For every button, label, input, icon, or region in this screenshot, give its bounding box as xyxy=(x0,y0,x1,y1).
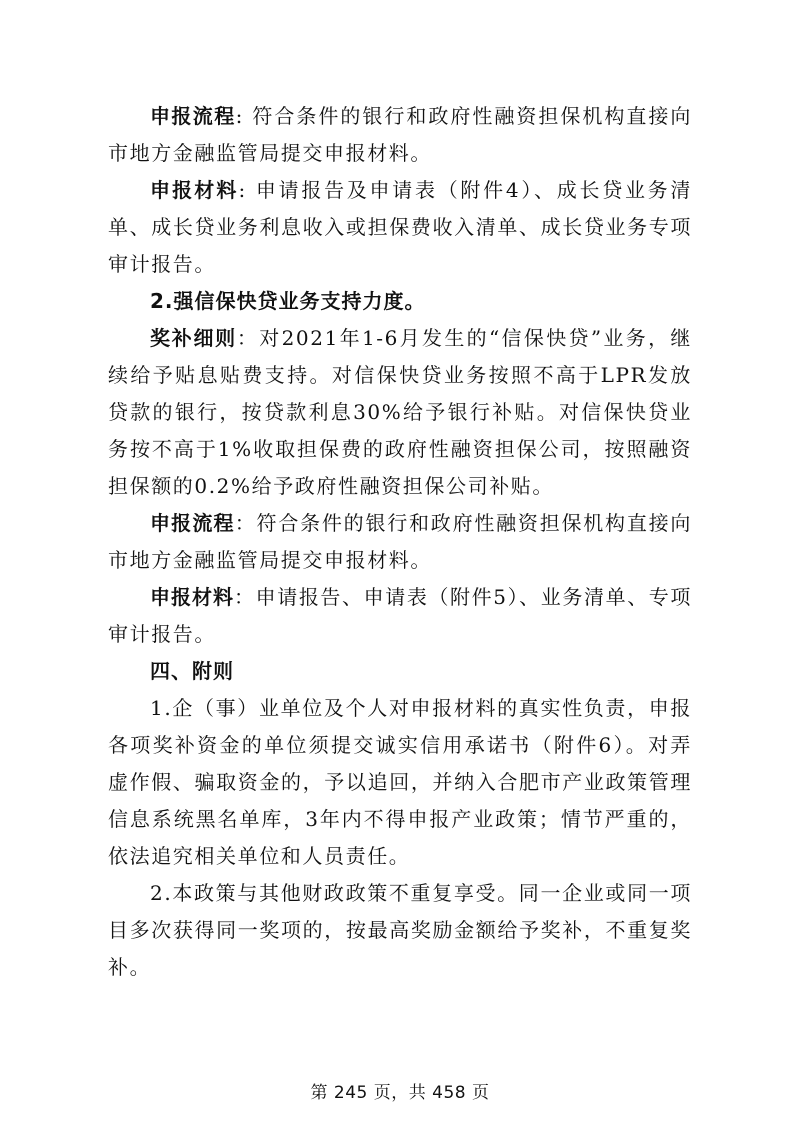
paragraph-text: 1.企（事）业单位及个人对申报材料的真实性负责，申报各项奖补资金的单位须提交诚实信用承诺书（附件6）。对弄虚作假、骗取资金的，予以追回，并纳入合肥市产业政策管理信息系统黑名单库，3年内不得申报产业政策；情节严重的，依法追究相关单位和人员责任。 xyxy=(108,696,692,868)
paragraph-label: 奖补细则 xyxy=(150,326,237,350)
section-heading-xinbao: 2.强信保快贷业务支持力度。 xyxy=(150,289,426,313)
paragraph-text: 对2021年1-6月发生的“信保快贷”业务，继续给予贴息贴费支持。对信保快贷业务按照不高于LPR发放贷款的银行，按贷款利息30%给予银行补贴。对信保快贷业务按不高于1%收取担保费的政府性融资担保公司，按照融资担保额的0.2%给予政府性融资担保公司补贴。 xyxy=(108,326,693,498)
paragraph-declare-materials-2 xyxy=(108,579,692,653)
paragraph-text: 2.本政策与其他财政政策不重复享受。同一企业或同一项目多次获得同一奖项的，按最高奖励金额给予奖补，不重复奖补。 xyxy=(108,881,692,979)
page-body xyxy=(108,98,692,986)
page-number-footer: 第 245 页，共 458 页 xyxy=(310,1083,490,1103)
paragraph-separator: ： xyxy=(234,585,256,609)
section-heading-supplementary: 四、附则 xyxy=(150,659,234,683)
paragraph-rule-2 xyxy=(108,875,692,986)
paragraph-award-rules xyxy=(108,320,692,505)
paragraph-text: 符合条件的银行和政府性融资担保机构直接向市地方金融监管局提交申报材料。 xyxy=(108,104,693,165)
paragraph-declare-process-2 xyxy=(108,505,692,579)
paragraph-rule-1 xyxy=(108,690,692,875)
paragraph-label: 申报材料 xyxy=(150,585,235,609)
paragraph-label: 申报流程 xyxy=(150,511,235,535)
paragraph-text: 申请报告及申请表（附件4）、成长贷业务清单、成长贷业务利息收入或担保费收入清单、成长贷业务专项审计报告。 xyxy=(108,178,692,276)
paragraph-text: 符合条件的银行和政府性融资担保机构直接向市地方金融监管局提交申报材料。 xyxy=(108,511,693,572)
paragraph-separator: : xyxy=(235,104,253,128)
paragraph-label: 申报流程 xyxy=(150,104,236,128)
paragraph-separator: ： xyxy=(234,511,257,535)
paragraph-declare-materials-1 xyxy=(108,172,692,283)
paragraph-text: 申请报告、申请表（附件5）、业务清单、专项审计报告。 xyxy=(108,585,692,646)
paragraph-separator: : xyxy=(238,178,256,202)
paragraph-label: 申报材料 xyxy=(150,178,239,202)
paragraph-separator: ： xyxy=(236,326,260,350)
paragraph-declare-process-1 xyxy=(108,98,692,172)
